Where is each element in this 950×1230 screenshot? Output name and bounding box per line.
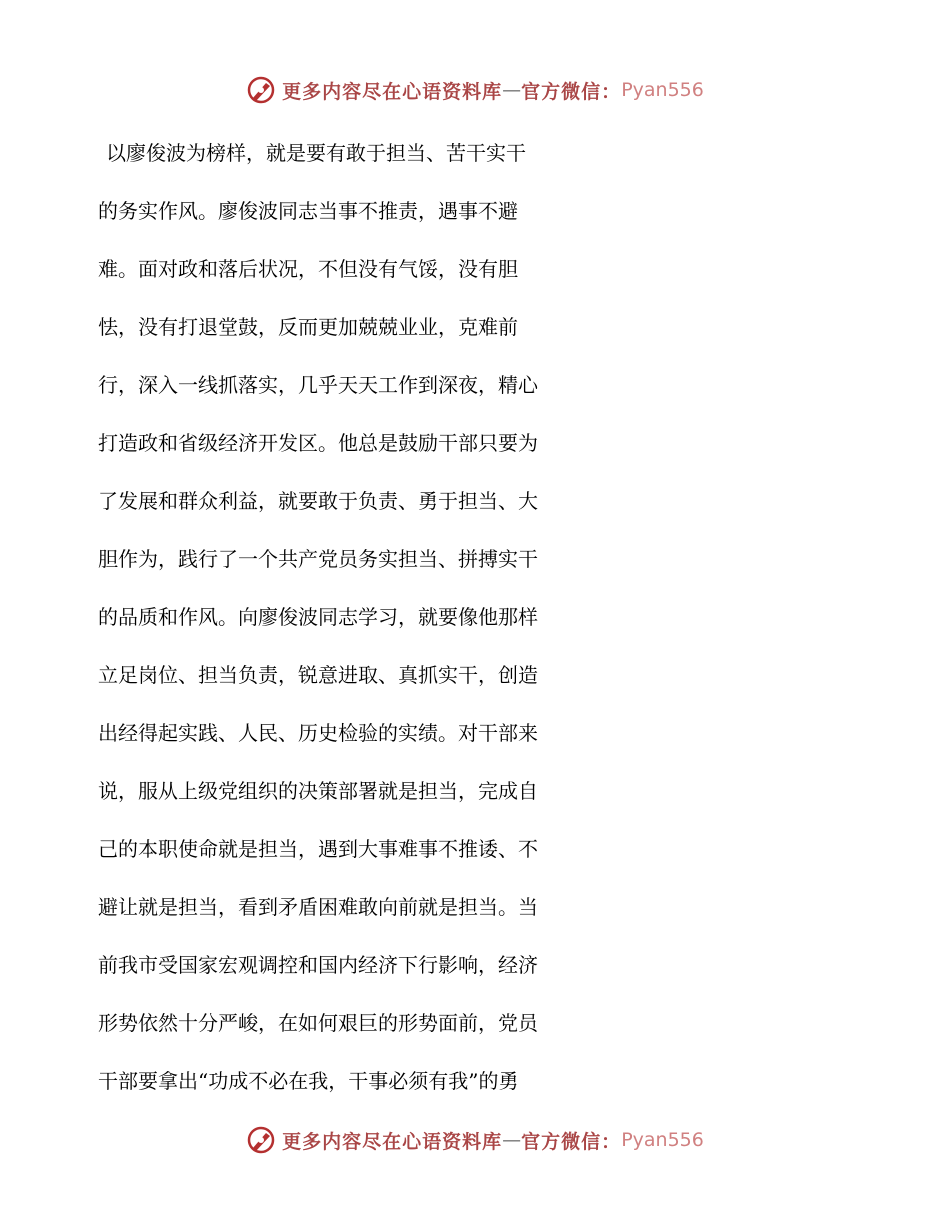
watermark-brand: 更多内容尽在心语资料库 bbox=[282, 80, 503, 103]
text-line: 的品质和作风。向廖俊波同志学习，就要像他那样 bbox=[98, 605, 538, 629]
header-watermark bbox=[0, 70, 950, 110]
watermark-separator: — bbox=[502, 79, 522, 101]
text-line: 的务实作风。廖俊波同志当事不推责，遇事不避 bbox=[98, 199, 518, 223]
text-line: 难。面对政和落后状况，不但没有气馁，没有胆 bbox=[98, 257, 518, 281]
watermark-account: Pyan556 bbox=[621, 79, 704, 101]
text-line: 胆作为，践行了一个共产党员务实担当、拼搏实干 bbox=[98, 547, 538, 571]
text-line: 行，深入一线抓落实，几乎天天工作到深夜，精心 bbox=[98, 373, 538, 397]
watermark-official: 官方微信： bbox=[521, 80, 622, 103]
text-line: 立足岗位、担当负责，锐意进取、真抓实干，创造 bbox=[98, 663, 538, 687]
text-line: 怯，没有打退堂鼓，反而更加兢兢业业，克难前 bbox=[98, 315, 518, 339]
text-line: 说，服从上级党组织的决策部署就是担当，完成自 bbox=[98, 779, 538, 803]
text-line: 己的本职使命就是担当，遇到大事难事不推诿、不 bbox=[98, 837, 538, 861]
watermark-official: 官方微信： bbox=[521, 1130, 622, 1153]
pen-logo-icon bbox=[246, 75, 276, 105]
pen-logo-icon bbox=[246, 1125, 276, 1155]
text-line: 了发展和群众利益，就要敢于负责、勇于担当、大 bbox=[98, 489, 538, 513]
text-line: 出经得起实践、人民、历史检验的实绩。对干部来 bbox=[98, 721, 538, 745]
footer-watermark bbox=[0, 1120, 950, 1160]
text-line: 以廖俊波为榜样，就是要有敢于担当、苦干实干 bbox=[106, 141, 526, 165]
text-line: 前我市受国家宏观调控和国内经济下行影响，经济 bbox=[98, 953, 538, 977]
watermark-account: Pyan556 bbox=[621, 1129, 704, 1151]
text-line: 形势依然十分严峻，在如何艰巨的形势面前，党员 bbox=[98, 1011, 538, 1035]
watermark-brand: 更多内容尽在心语资料库 bbox=[282, 1130, 503, 1153]
text-line: 避让就是担当，看到矛盾困难敢向前就是担当。当 bbox=[98, 895, 538, 919]
text-line: 打造政和省级经济开发区。他总是鼓励干部只要为 bbox=[98, 431, 538, 455]
article-paragraph bbox=[98, 124, 858, 1110]
watermark-separator: — bbox=[502, 1129, 522, 1151]
text-line: 干部要拿出“功成不必在我，干事必须有我”的勇 bbox=[98, 1069, 519, 1093]
